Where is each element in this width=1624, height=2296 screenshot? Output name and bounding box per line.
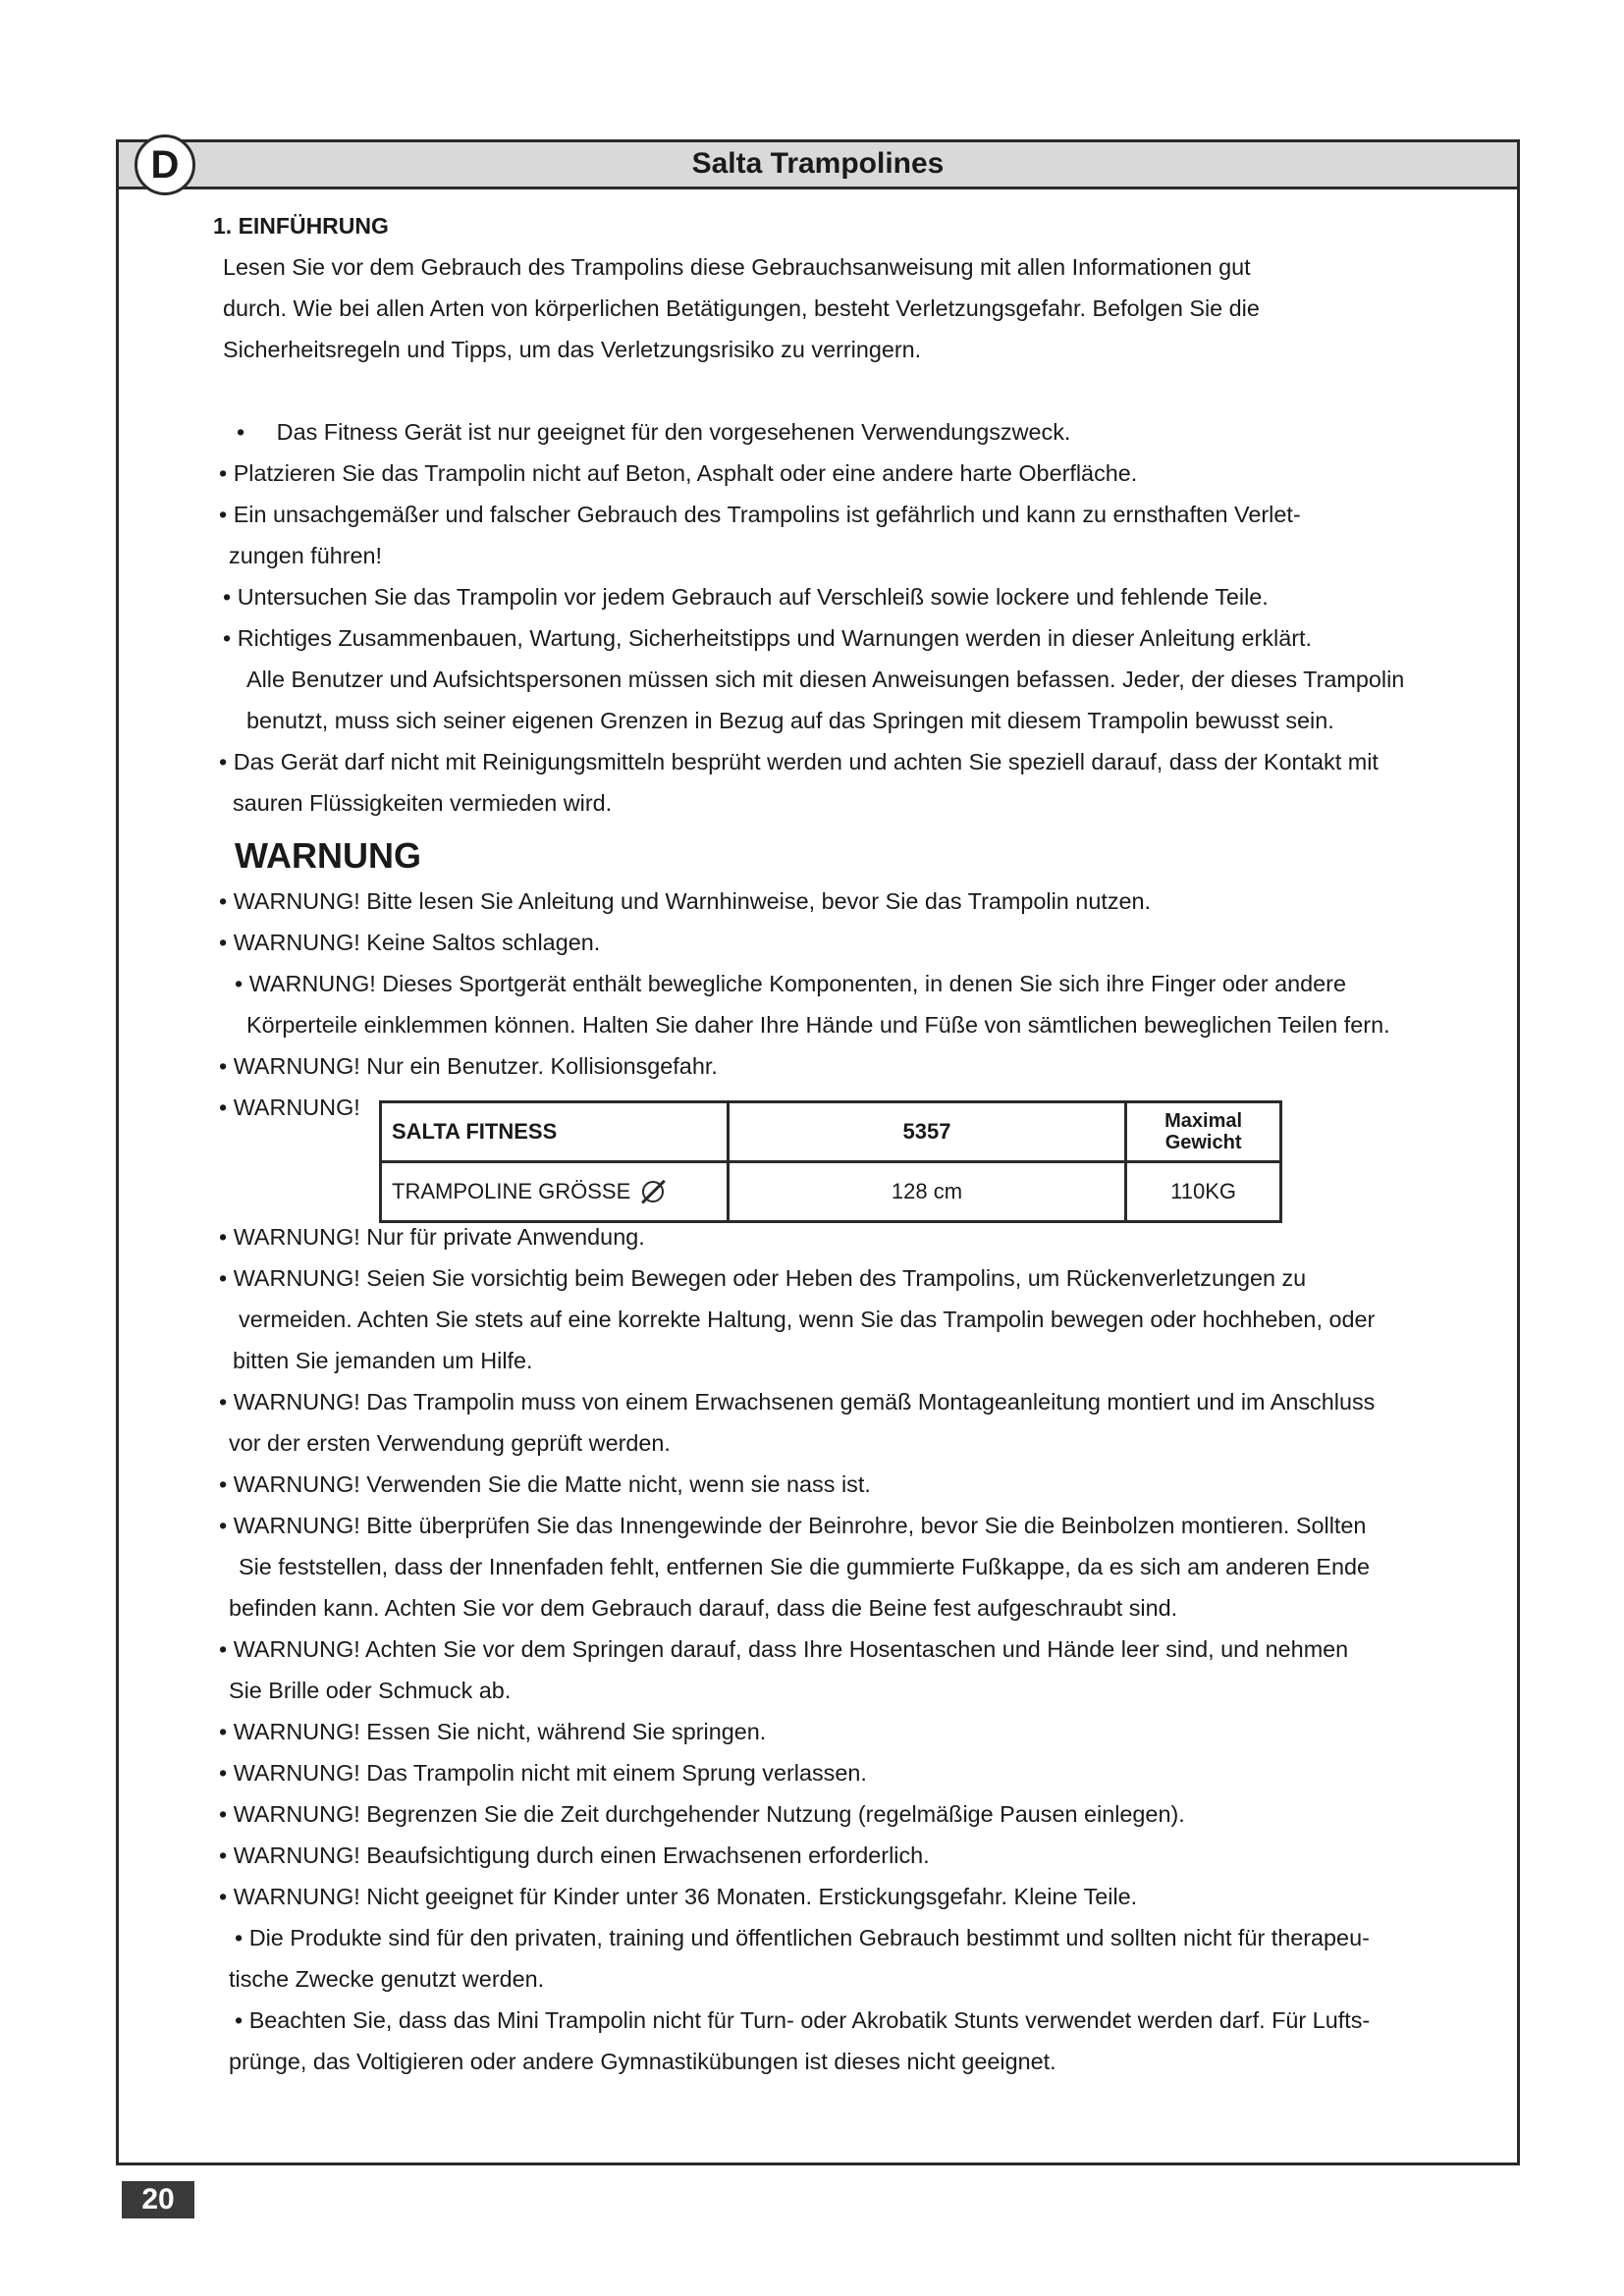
warning-line: • WARNUNG! Seien Sie vorsichtig beim Bewegen oder Heben des Trampolins, um Rückenverletzungen zu bbox=[219, 1265, 1307, 1291]
page-frame bbox=[116, 139, 1520, 2165]
warning-line: vor der ersten Verwendung geprüft werden. bbox=[229, 1430, 671, 1456]
warning-line: tische Zwecke genutzt werden. bbox=[229, 1966, 545, 1992]
language-badge: D bbox=[135, 134, 195, 195]
warning-line: prünge, das Voltigieren oder andere Gymnastikübungen ist dieses nicht geeignet. bbox=[229, 2049, 1056, 2074]
warning-line: Körperteile einklemmen können. Halten Sie daher Ihre Hände und Füße von sämtlichen beweglichen Teilen fern. bbox=[246, 1012, 1390, 1038]
size-label-cell bbox=[381, 1162, 729, 1222]
warning-line: vermeiden. Achten Sie stets auf eine korrekte Haltung, wenn Sie das Trampolin bewegen oder hochheben, oder bbox=[239, 1307, 1376, 1332]
bullet-line: • Platzieren Sie das Trampolin nicht auf Beton, Asphalt oder eine andere harte Oberfläche. bbox=[219, 460, 1138, 486]
intro-line: durch. Wie bei allen Arten von körperlichen Betätigungen, besteht Verletzungsgefahr. Befolgen Sie die bbox=[223, 295, 1260, 321]
model-cell: 5357 bbox=[728, 1102, 1125, 1162]
warning-line: • WARNUNG! bbox=[219, 1095, 360, 1120]
warning-line: • WARNUNG! Bitte lesen Sie Anleitung und Warnhinweise, bevor Sie das Trampolin nutzen. bbox=[219, 888, 1152, 914]
page-title: Salta Trampolines bbox=[691, 147, 945, 180]
header-bar bbox=[119, 142, 1517, 189]
bullet-line: benutzt, muss sich seiner eigenen Grenzen in Bezug auf das Springen mit diesem Trampolin bewusst sein. bbox=[246, 708, 1334, 733]
brand-cell: SALTA FITNESS bbox=[381, 1102, 729, 1162]
warning-line: • WARNUNG! Essen Sie nicht, während Sie springen. bbox=[219, 1719, 767, 1744]
warning-line: Sie feststellen, dass der Innenfaden fehlt, entfernen Sie die gummierte Fußkappe, da es sich am anderen Ende bbox=[239, 1554, 1371, 1579]
intro-line: Lesen Sie vor dem Gebrauch des Trampolins diese Gebrauchsanweisung mit allen Informationen gut bbox=[223, 254, 1251, 280]
warning-line: • WARNUNG! Verwenden Sie die Matte nicht, wenn sie nass ist. bbox=[219, 1471, 871, 1497]
page-number: 20 bbox=[122, 2181, 194, 2218]
warning-line: • Die Produkte sind für den privaten, training und öffentlichen Gebrauch bestimmt und sollten nicht für therapeu- bbox=[235, 1925, 1370, 1950]
intro-line: Sicherheitsregeln und Tipps, um das Verletzungsrisiko zu verringern. bbox=[223, 337, 922, 362]
diameter-icon bbox=[642, 1181, 664, 1202]
warning-line: • Beachten Sie, dass das Mini Trampolin nicht für Turn- oder Akrobatik Stunts verwendet werden darf. Für Lufts- bbox=[235, 2007, 1371, 2033]
warning-line: Sie Brille oder Schmuck ab. bbox=[229, 1678, 512, 1703]
warning-line: bitten Sie jemanden um Hilfe. bbox=[233, 1348, 533, 1373]
bullet-line: • Richtiges Zusammenbauen, Wartung, Sicherheitstipps und Warnungen werden in dieser Anleitung erklärt. bbox=[223, 625, 1312, 651]
max-weight-value: 110KG bbox=[1126, 1162, 1281, 1222]
warning-line: • WARNUNG! Das Trampolin muss von einem Erwachsenen gemäß Montageanleitung montiert und im Anschluss bbox=[219, 1389, 1376, 1415]
warning-line: • WARNUNG! Nur für private Anwendung. bbox=[219, 1224, 645, 1250]
warning-line: • WARNUNG! Nicht geeignet für Kinder unter 36 Monaten. Erstickungsgefahr. Kleine Teile. bbox=[219, 1884, 1138, 1909]
bullet-line: • Untersuchen Sie das Trampolin vor jedem Gebrauch auf Verschleiß sowie lockere und fehlende Teile. bbox=[223, 584, 1269, 610]
bullet-line: • Das Fitness Gerät ist nur geeignet für den vorgesehenen Verwendungszweck. bbox=[237, 419, 1071, 445]
spec-table bbox=[379, 1100, 1282, 1223]
spec-table-row bbox=[205, 1087, 1511, 1216]
bullet-line: sauren Flüssigkeiten vermieden wird. bbox=[233, 790, 613, 816]
size-label: TRAMPOLINE GRÖSSE bbox=[392, 1179, 631, 1203]
content bbox=[205, 205, 1511, 2082]
max-weight-header: Maximal Gewicht bbox=[1126, 1102, 1281, 1162]
section-title: 1. EINFÜHRUNG bbox=[213, 213, 389, 239]
warning-line: • WARNUNG! Dieses Sportgerät enthält bewegliche Komponenten, in denen Sie sich ihre Finger oder andere bbox=[235, 971, 1346, 996]
warning-line: • WARNUNG! Begrenzen Sie die Zeit durchgehender Nutzung (regelmäßige Pausen einlegen). bbox=[219, 1801, 1185, 1827]
warning-line: • WARNUNG! Bitte überprüfen Sie das Innengewinde der Beinrohre, bevor Sie die Beinbolzen montieren. Sollten bbox=[219, 1513, 1367, 1538]
warning-line: • WARNUNG! Achten Sie vor dem Springen darauf, dass Ihre Hosentaschen und Hände leer sind, und nehmen bbox=[219, 1636, 1349, 1662]
bullet-line: • Ein unsachgemäßer und falscher Gebrauch des Trampolins ist gefährlich und kann zu ernsthaften Verlet- bbox=[219, 502, 1301, 527]
warning-line: • WARNUNG! Das Trampolin nicht mit einem Sprung verlassen. bbox=[219, 1760, 867, 1786]
warning-title: WARNUNG bbox=[235, 835, 421, 876]
warning-line: • WARNUNG! Keine Saltos schlagen. bbox=[219, 930, 601, 955]
bullet-line: • Das Gerät darf nicht mit Reinigungsmitteln besprüht werden und achten Sie speziell darauf, dass der Kontakt mit bbox=[219, 749, 1379, 774]
size-value-cell: 128 cm bbox=[728, 1162, 1125, 1222]
bullet-line: Alle Benutzer und Aufsichtspersonen müssen sich mit diesen Anweisungen befassen. Jeder, der dieses Trampolin bbox=[246, 667, 1405, 692]
warning-line: • WARNUNG! Nur ein Benutzer. Kollisionsgefahr. bbox=[219, 1053, 718, 1079]
warning-line: befinden kann. Achten Sie vor dem Gebrauch darauf, dass die Beine fest aufgeschraubt sind. bbox=[229, 1595, 1178, 1621]
warning-line: • WARNUNG! Beaufsichtigung durch einen Erwachsenen erforderlich. bbox=[219, 1842, 930, 1868]
bullet-line: zungen führen! bbox=[229, 543, 383, 568]
